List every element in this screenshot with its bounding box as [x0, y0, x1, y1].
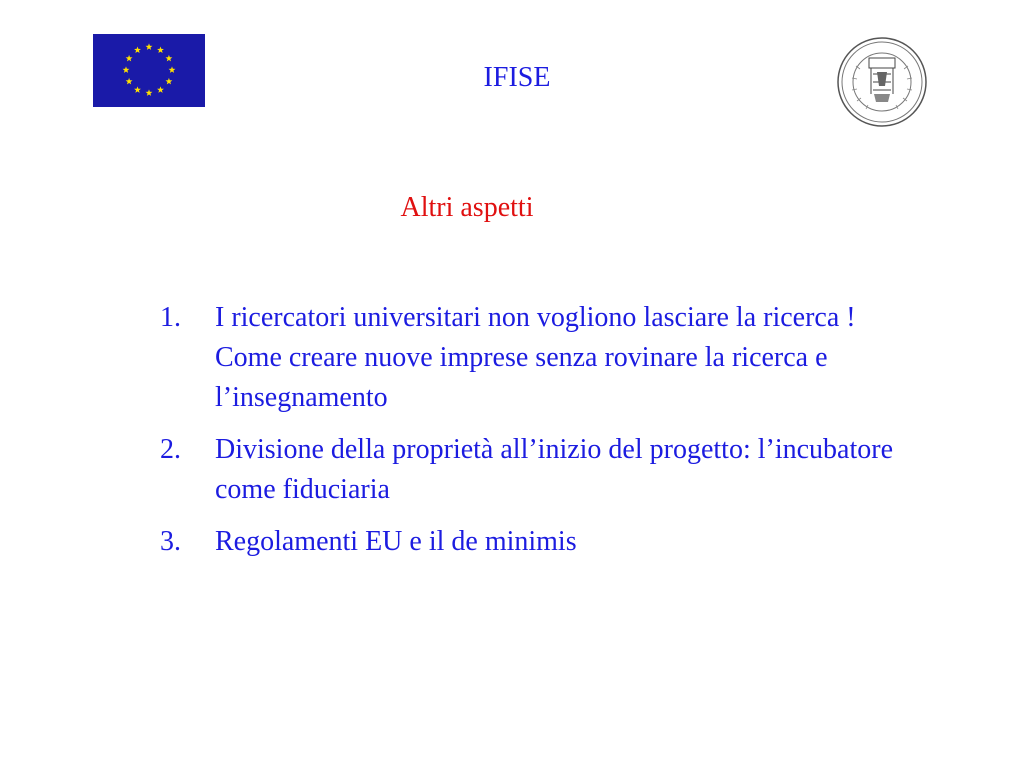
list-item-text: Divisione della proprietà all’inizio del progetto: l’incubatore come fiduciaria [215, 434, 894, 505]
university-seal-icon [836, 36, 928, 128]
list-item-number: 3. [160, 526, 181, 557]
list-item-number: 1. [160, 302, 181, 333]
list-item-text: I ricercatori universitari non vogliono lasciare la ricerca ! Come creare nuove imprese senza rovinare la ricerca e l’insegnamento [215, 302, 856, 413]
university-seal-logo [836, 36, 928, 128]
list-item [160, 522, 900, 562]
list-item-number: 2. [160, 434, 181, 465]
slide-header-title: IFISE [483, 62, 551, 93]
slide-title: Altri aspetti [400, 192, 534, 223]
list-item-text: Regolamenti EU e il de minimis [215, 526, 577, 557]
list-item [160, 430, 900, 510]
points-list [160, 298, 900, 574]
list-item [160, 298, 900, 418]
